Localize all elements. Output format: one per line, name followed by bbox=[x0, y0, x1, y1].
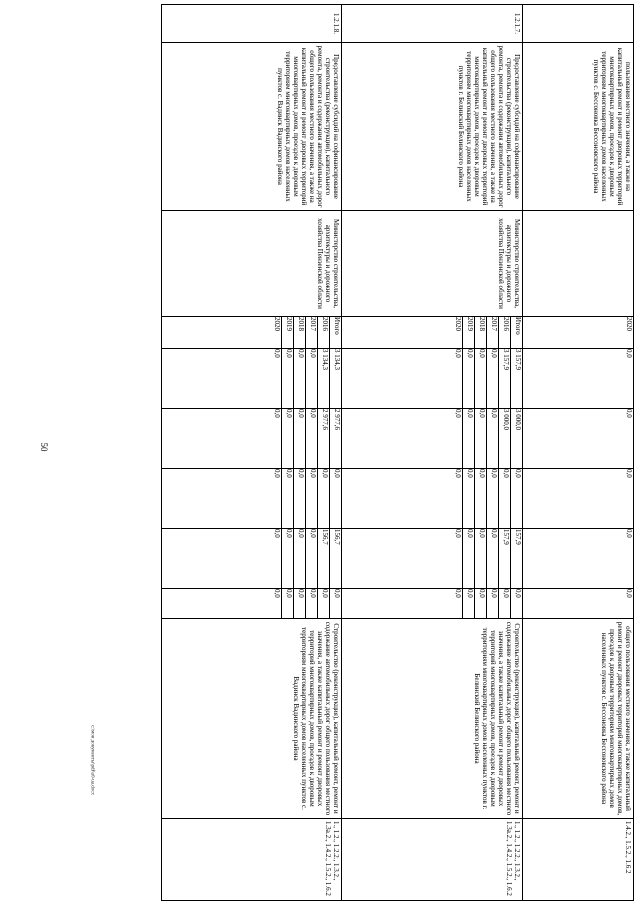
value-list bbox=[270, 589, 341, 618]
value-list bbox=[622, 317, 633, 348]
value-item: 0,0 bbox=[451, 469, 463, 528]
value-item: 0,0 bbox=[463, 529, 475, 588]
table-row bbox=[523, 5, 634, 901]
value-item: 157,9 bbox=[499, 529, 511, 588]
value-item: 2020 bbox=[270, 317, 282, 348]
value-item: 0,0 bbox=[318, 469, 330, 528]
value-item: 0,0 bbox=[282, 349, 294, 408]
value-item: 0,0 bbox=[333, 469, 341, 478]
regional-budget-cell bbox=[342, 409, 523, 469]
value-item: 0,0 bbox=[463, 349, 475, 408]
value-item: 2020 bbox=[451, 317, 463, 348]
value-item: 0,0 bbox=[306, 589, 318, 618]
value-item: 0,0 bbox=[306, 469, 318, 528]
value-list bbox=[451, 349, 522, 408]
value-item: 0,0 bbox=[514, 589, 522, 598]
value-item: 2017 bbox=[487, 317, 499, 348]
value-list bbox=[270, 469, 341, 528]
value-item: Итого bbox=[514, 317, 522, 335]
value-list bbox=[270, 317, 341, 348]
value-item: 2019 bbox=[282, 317, 294, 348]
year-cell bbox=[523, 317, 634, 349]
value-item: 3 134,3 bbox=[333, 349, 341, 370]
value-item: 0,0 bbox=[625, 409, 633, 418]
measure-name-cell: пользования местного значения, а также на капитальный ремонт и ремонт дворовых территорий многоквартирных домов, проездов к дворовым территориям многоквартирных домов населенных пунктов с. Бессоновка Бессоновского района bbox=[523, 43, 634, 211]
value-item: 0,0 bbox=[294, 469, 306, 528]
executor-cell: Министерство строительства, архитектуры и дорожного хозяйства Пензенской области bbox=[162, 211, 342, 317]
value-item: 0,0 bbox=[625, 589, 633, 598]
value-item: 0,0 bbox=[487, 409, 499, 468]
value-item: 0,0 bbox=[475, 409, 487, 468]
value-item: 0,0 bbox=[475, 589, 487, 618]
value-item: 0,0 bbox=[463, 469, 475, 528]
value-item: 0,0 bbox=[451, 409, 463, 468]
page-number: 50 bbox=[39, 442, 49, 452]
value-item: 0,0 bbox=[463, 409, 475, 468]
value-item: Итого bbox=[333, 317, 341, 335]
value-item: 3 000,0 bbox=[514, 409, 522, 430]
footer-path: c:\мои документы\pdf\u0-ua.docx bbox=[89, 725, 95, 795]
value-item: 0,0 bbox=[499, 589, 511, 618]
regional-budget-cell bbox=[523, 409, 634, 469]
value-list bbox=[622, 409, 633, 468]
value-item: 0,0 bbox=[514, 469, 522, 478]
value-list bbox=[451, 589, 522, 618]
table-body bbox=[162, 5, 634, 901]
value-item: 157,9 bbox=[514, 529, 522, 545]
value-item: 0,0 bbox=[282, 469, 294, 528]
value-item: 0,0 bbox=[282, 409, 294, 468]
value-item: 0,0 bbox=[270, 529, 282, 588]
value-item: 2 977,6 bbox=[333, 409, 341, 430]
total-cell bbox=[162, 349, 342, 409]
value-item: 156,7 bbox=[333, 529, 341, 545]
total-cell bbox=[523, 349, 634, 409]
result-cell: Строительство (реконструкция), капитальный ремонт, ремонт и содержание автомобильных дорог общего пользования местного значения, а также капитальный ремонт и ремонт дворовых территорий многоквартирных домов, проездов к дворовым территориям многоквартирных домов населенных пунктов с. Вадинск Вадинского района bbox=[162, 619, 342, 819]
value-list bbox=[270, 409, 341, 468]
value-item: 0,0 bbox=[463, 589, 475, 618]
value-item: 0,0 bbox=[487, 469, 499, 528]
value-item: 0,0 bbox=[306, 349, 318, 408]
value-item: 2016 bbox=[499, 317, 511, 348]
value-item: 0,0 bbox=[487, 589, 499, 618]
value-item: 0,0 bbox=[282, 589, 294, 618]
value-item: 0,0 bbox=[451, 529, 463, 588]
value-item: 2016 bbox=[318, 317, 330, 348]
rotated-table-container bbox=[63, 4, 634, 900]
row-number-cell bbox=[523, 5, 634, 43]
municipal-budget-cell bbox=[342, 529, 523, 589]
value-item: 156,7 bbox=[318, 529, 330, 588]
value-item: 0,0 bbox=[451, 349, 463, 408]
other-source-cell bbox=[342, 589, 523, 619]
value-item: 2018 bbox=[475, 317, 487, 348]
regional-budget-cell bbox=[162, 409, 342, 469]
value-item: 2019 bbox=[463, 317, 475, 348]
measure-name-cell: Предоставление субсидий на софинансирование строительства (реконструкции), капитального ремонта, ремонта и содержания автомобильных дорог общего пользования местного значения, а также на капитальный ремонт и ремонт дворовых территорий многоквартирных домов, проездов к дворовым территориям многоквартирных домов населенных пунктов г. Белинский Белинского района bbox=[342, 43, 523, 211]
value-list bbox=[451, 409, 522, 468]
value-item: 2017 bbox=[306, 317, 318, 348]
indicator-link-cell: 1., 1.2., 1.2.2., 1.3.2., 1.3а.2., 1.4.2., 1.5.2., 1.6.2 bbox=[162, 819, 342, 901]
table-row bbox=[162, 5, 342, 901]
value-item: 0,0 bbox=[282, 529, 294, 588]
value-item: 0,0 bbox=[294, 409, 306, 468]
year-cell bbox=[162, 317, 342, 349]
value-item: 3 157,9 bbox=[514, 349, 522, 370]
table-row bbox=[342, 5, 523, 901]
value-item: 0,0 bbox=[499, 469, 511, 528]
value-item: 0,0 bbox=[475, 469, 487, 528]
value-item: 0,0 bbox=[270, 589, 282, 618]
value-item: 0,0 bbox=[270, 349, 282, 408]
municipal-budget-cell bbox=[523, 529, 634, 589]
value-list bbox=[270, 349, 341, 408]
year-cell bbox=[342, 317, 523, 349]
value-item: 0,0 bbox=[475, 349, 487, 408]
value-item: 0,0 bbox=[270, 409, 282, 468]
municipal-budget-cell bbox=[162, 529, 342, 589]
value-item: 0,0 bbox=[487, 349, 499, 408]
value-list bbox=[451, 469, 522, 528]
value-item: 0,0 bbox=[487, 529, 499, 588]
executor-cell: Министерство строительства, архитектуры и дорожного хозяйства Пензенской области bbox=[342, 211, 523, 317]
federal-budget-cell bbox=[342, 469, 523, 529]
value-item: 0,0 bbox=[294, 589, 306, 618]
value-list bbox=[622, 349, 633, 408]
value-item: 3 000,0 bbox=[499, 409, 511, 468]
value-item: 0,0 bbox=[625, 529, 633, 538]
indicator-link-cell: 1.4.2., 1.5.2., 1.6.2 bbox=[523, 819, 634, 901]
value-item: 2020 bbox=[625, 317, 633, 331]
federal-budget-cell bbox=[523, 469, 634, 529]
value-item: 0,0 bbox=[294, 529, 306, 588]
value-item: 0,0 bbox=[333, 589, 341, 598]
value-item: 2 977,6 bbox=[318, 409, 330, 468]
other-source-cell bbox=[523, 589, 634, 619]
measure-name-cell: Предоставление субсидий на софинансирование строительства (реконструкции), капитального ремонта, ремонта и содержания автомобильных дорог общего пользования местного значения, а также на капитальный ремонт и ремонт дворовых территорий многоквартирных домов, проездов к дворовым территориям многоквартирных домов населенных пунктов с. Вадинск Вадинского района bbox=[162, 43, 342, 211]
value-item: 0,0 bbox=[475, 529, 487, 588]
program-table bbox=[161, 4, 634, 901]
federal-budget-cell bbox=[162, 469, 342, 529]
indicator-link-cell: 1., 1.2., 1.2.2., 1.3.2., 1.3а.2., 1.4.2., 1.5.2., 1.6.2 bbox=[342, 819, 523, 901]
value-list bbox=[451, 317, 522, 348]
value-item: 0,0 bbox=[451, 589, 463, 618]
result-cell: Строительство (реконструкция), капитальный ремонт, ремонт и содержание автомобильных дорог общего пользования местного значения, а также капитальный ремонт и ремонт дворовых территорий многоквартирных домов, проездов к дворовым территориям многоквартирных домов населенных пунктов г. Белинский Белинского района bbox=[342, 619, 523, 819]
value-item: 0,0 bbox=[625, 349, 633, 358]
value-list bbox=[622, 529, 633, 588]
result-cell: общего пользования местного значения, а также капитальный ремонт и ремонт дворовых территорий многоквартирных домов, проездов к дворовым территориям многоквартирных домов населенных пунктов с. Бессоновка Бессоновского района bbox=[523, 619, 634, 819]
value-list bbox=[622, 589, 633, 618]
value-item: 0,0 bbox=[294, 349, 306, 408]
value-item: 0,0 bbox=[318, 589, 330, 618]
value-list bbox=[622, 469, 633, 528]
value-list bbox=[270, 529, 341, 588]
row-number-cell: 1.2.1.7. bbox=[342, 5, 523, 43]
other-source-cell bbox=[162, 589, 342, 619]
executor-cell bbox=[523, 211, 634, 317]
row-number-cell: 1.2.1.8. bbox=[162, 5, 342, 43]
value-item: 3 157,9 bbox=[499, 349, 511, 408]
total-cell bbox=[342, 349, 523, 409]
value-item: 0,0 bbox=[270, 469, 282, 528]
value-list bbox=[451, 529, 522, 588]
value-item: 0,0 bbox=[306, 529, 318, 588]
value-item: 2018 bbox=[294, 317, 306, 348]
value-item: 3 134,3 bbox=[318, 349, 330, 408]
value-item: 0,0 bbox=[625, 469, 633, 478]
value-item: 0,0 bbox=[306, 409, 318, 468]
